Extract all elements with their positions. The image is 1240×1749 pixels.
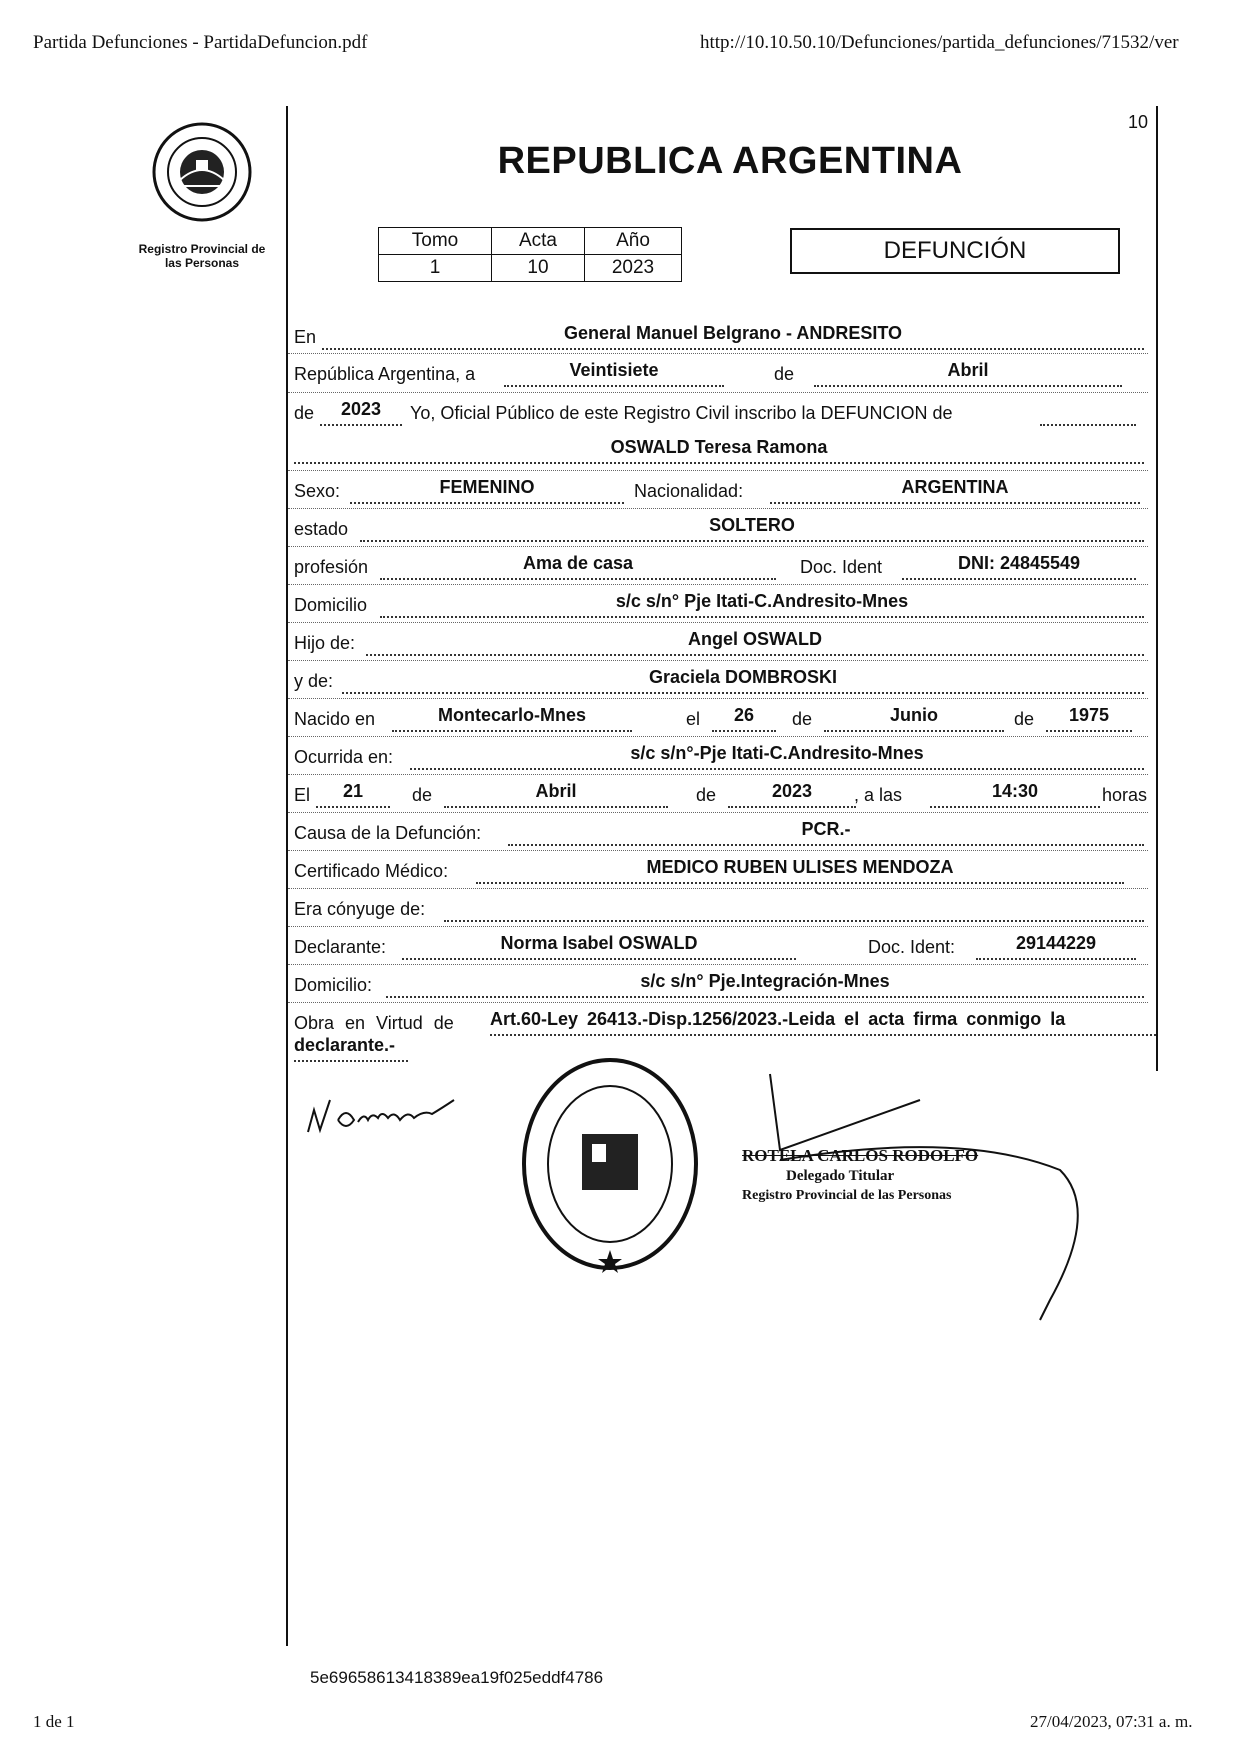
- sexo-label: Sexo:: [294, 481, 341, 501]
- birth-de2-label: de: [1014, 709, 1035, 729]
- domicilio-value: s/c s/n° Pje Itati-C.Andresito-Mnes: [615, 591, 909, 611]
- month-text-value: Abril: [947, 360, 989, 380]
- official-name: ROTELA CARLOS RODOLFO: [742, 1146, 979, 1165]
- death-de2-label: de: [696, 785, 717, 805]
- nacido-label: Nacido en: [294, 709, 376, 729]
- death-month-value: Abril: [535, 781, 577, 801]
- conyuge-label: Era cónyuge de:: [294, 899, 426, 919]
- inscribo-text: Yo, Oficial Público de este Registro Civil inscribo la DEFUNCION de: [410, 403, 953, 423]
- ocurrida-value: s/c s/n°-Pje Itati-C.Andresito-Mnes: [630, 743, 924, 763]
- declarant-signature-drawing: [300, 1080, 490, 1140]
- record-value-tomo: 1: [379, 255, 492, 282]
- death-year-value: 2023: [771, 781, 813, 801]
- declarante-doc-value: 29144229: [1015, 933, 1097, 953]
- certificado-label: Certificado Médico:: [294, 861, 449, 881]
- doc-ident-label: Doc. Ident: [800, 557, 883, 577]
- row-deceased-name: [294, 432, 1144, 466]
- record-header-acta: Acta: [492, 228, 585, 255]
- row-y-de: [294, 662, 1144, 696]
- yde-value: Graciela DOMBROSKI: [648, 667, 838, 687]
- row-obra-continuation: [294, 1030, 1144, 1064]
- causa-value: PCR.-: [801, 819, 851, 839]
- domicilio-label: Domicilio: [294, 595, 368, 615]
- official-registry: Registro Provincial de las Personas: [742, 1188, 952, 1203]
- de-label2: de: [294, 403, 315, 423]
- en-label: En: [294, 327, 317, 347]
- print-timestamp: 27/04/2023, 07:31 a. m.: [1030, 1712, 1193, 1731]
- certificado-value: MEDICO RUBEN ULISES MENDOZA: [646, 857, 954, 877]
- official-title: Delegado Titular: [786, 1168, 895, 1184]
- estado-label: estado: [294, 519, 349, 539]
- alas-label: , a las: [854, 785, 903, 805]
- birth-day-value: 26: [733, 705, 755, 725]
- en-value: General Manuel Belgrano - ANDRESITO: [563, 323, 903, 343]
- record-value-ano: 2023: [585, 255, 682, 282]
- obra-value: Art.60-Ley 26413.-Disp.1256/2023.-Leida el acta firma conmigo la: [490, 1009, 1066, 1029]
- row-conyuge: [294, 890, 1144, 924]
- domicilio2-label: Domicilio:: [294, 975, 373, 995]
- de-label: de: [774, 364, 795, 384]
- row-nacido: [294, 700, 1144, 734]
- row-declarante: [294, 928, 1144, 962]
- row-inscribo: [294, 394, 1144, 428]
- nacionalidad-label: Nacionalidad:: [634, 481, 744, 501]
- hijo-label: Hijo de:: [294, 633, 356, 653]
- record-table: [378, 227, 682, 282]
- birth-de1-label: de: [792, 709, 813, 729]
- year-value: 2023: [340, 399, 382, 419]
- row-fecha-defuncion: [294, 776, 1148, 810]
- birth-month-value: Junio: [890, 705, 938, 725]
- record-header-tomo: Tomo: [379, 228, 492, 255]
- registry-name-line1: Registro Provincial de: [138, 242, 266, 256]
- registry-name: [118, 242, 286, 270]
- obra-value2: declarante.-: [294, 1035, 396, 1055]
- profesion-label: profesión: [294, 557, 369, 577]
- declarant-signature: [300, 1080, 490, 1140]
- print-page-count: 1 de 1: [33, 1712, 75, 1731]
- declarante-label: Declarante:: [294, 937, 387, 957]
- record-header-ano: Año: [585, 228, 682, 255]
- death-el-label: El: [294, 785, 311, 805]
- el-label: el: [686, 709, 701, 729]
- right-border-line: [1156, 106, 1158, 1071]
- doc-ident-value: DNI: 24845549: [957, 553, 1081, 573]
- row-fecha-inscripcion: [294, 355, 1144, 389]
- obra-label: Obra en Virtud de: [294, 1013, 454, 1033]
- registry-name-line2: las Personas: [164, 256, 240, 270]
- estado-value: SOLTERO: [709, 515, 795, 535]
- declarante-doc-label: Doc. Ident:: [868, 937, 956, 957]
- horas-label: horas: [1102, 785, 1148, 805]
- day-text-value: Veintisiete: [569, 360, 659, 380]
- record-value-acta: 10: [492, 255, 585, 282]
- browser-print-url: http://10.10.50.10/Defunciones/partida_defunciones/71532/ver: [700, 32, 1179, 53]
- province-seal-logo: [150, 120, 254, 224]
- document-type-box: DEFUNCIÓN: [790, 228, 1120, 274]
- republica-label: República Argentina, a: [294, 364, 476, 384]
- row-estado: [294, 510, 1144, 544]
- hijo-value: Angel OSWALD: [688, 629, 822, 649]
- declarante-value: Norma Isabel OSWALD: [500, 933, 698, 953]
- nacionalidad-value: ARGENTINA: [901, 477, 1009, 497]
- death-time-value: 14:30: [991, 781, 1039, 801]
- deceased-name-value: OSWALD Teresa Ramona: [610, 437, 828, 457]
- row-certificado: [294, 852, 1144, 886]
- ocurrida-label: Ocurrida en:: [294, 747, 394, 767]
- row-ocurrida: [294, 738, 1144, 772]
- nacido-value: Montecarlo-Mnes: [437, 705, 587, 725]
- browser-print-title: Partida Defunciones - PartidaDefuncion.pdf: [33, 32, 368, 53]
- death-day-value: 21: [342, 781, 364, 801]
- yde-label: y de:: [294, 671, 334, 691]
- death-de1-label: de: [412, 785, 433, 805]
- row-sexo: [294, 472, 1144, 506]
- domicilio2-value: s/c s/n° Pje.Integración-Mnes: [640, 971, 890, 991]
- row-en: [294, 318, 1144, 352]
- sexo-value: FEMENINO: [439, 477, 535, 497]
- document-title: REPUBLICA ARGENTINA: [497, 140, 963, 182]
- left-border-line: [286, 106, 288, 1646]
- document-hash: 5e69658613418389ea19f025eddf4786: [310, 1668, 604, 1687]
- profesion-value: Ama de casa: [522, 553, 634, 573]
- row-domicilio: [294, 586, 1144, 620]
- page-number: 10: [1128, 112, 1149, 132]
- row-hijo: [294, 624, 1144, 658]
- row-domicilio-declarante: [294, 966, 1144, 1000]
- official-seal-stamp: [518, 1054, 702, 1274]
- causa-label: Causa de la Defunción:: [294, 823, 482, 843]
- row-causa: [294, 814, 1144, 848]
- row-profesion: [294, 548, 1144, 582]
- birth-year-value: 1975: [1068, 705, 1110, 725]
